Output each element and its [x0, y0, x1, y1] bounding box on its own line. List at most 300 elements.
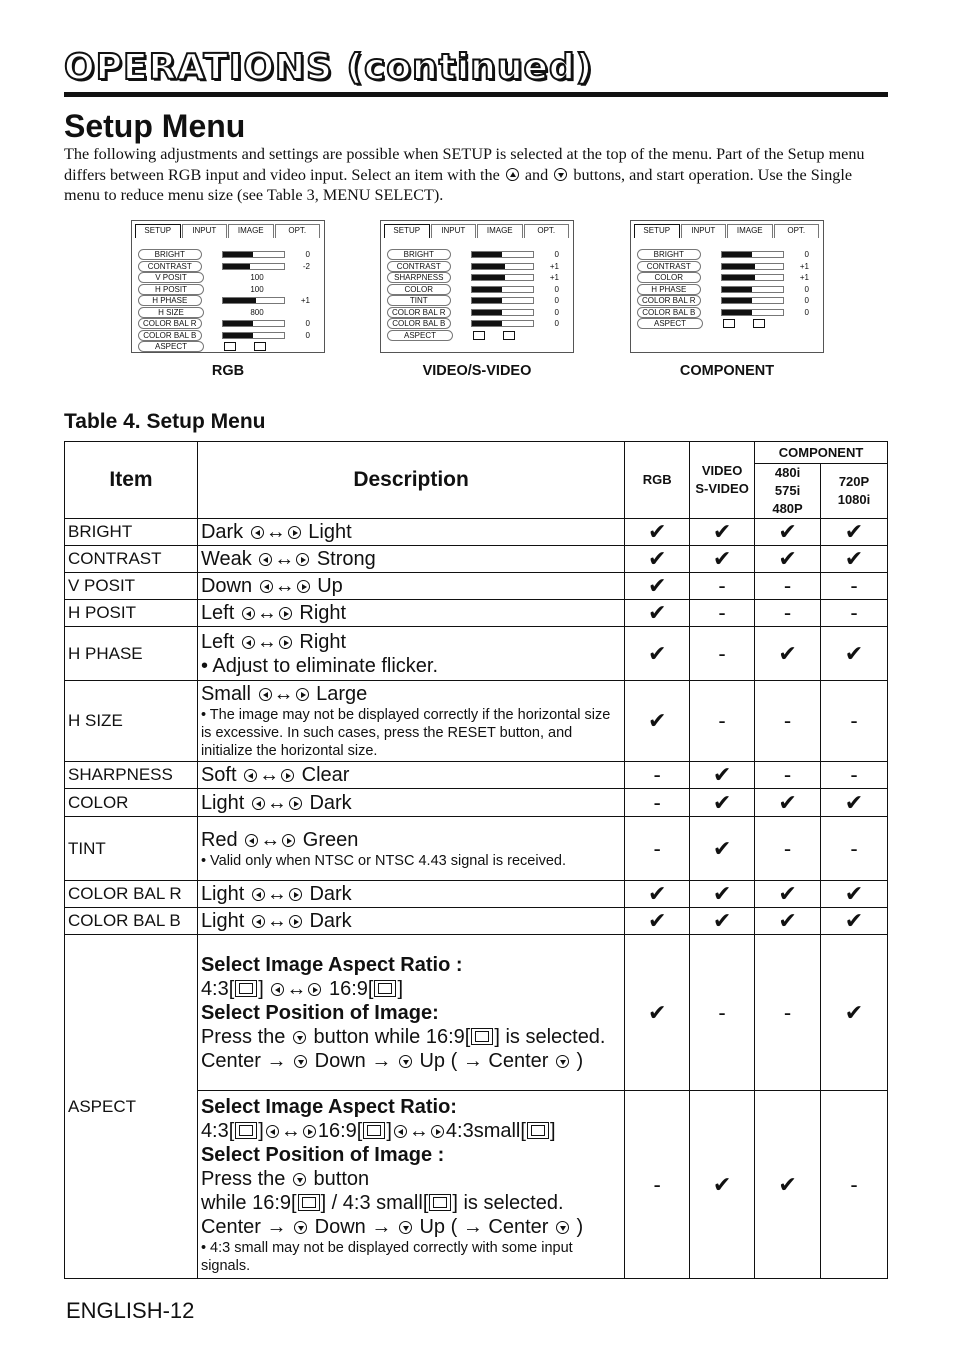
menu-level-fill [722, 275, 756, 280]
menu-value: 0 [554, 296, 559, 306]
dash-mark: - [625, 1091, 690, 1279]
check-mark: ✔ [625, 881, 690, 908]
menu-level-bar [222, 332, 286, 339]
header-rgb: RGB [625, 442, 690, 519]
description-cell: Left ↔ Right • Adjust to eliminate flicker. [197, 627, 624, 681]
desc-right: Green [302, 828, 359, 851]
check-mark: ✔ [690, 519, 755, 546]
menu-row [138, 261, 324, 273]
menu-item-label: H PHASE [637, 284, 701, 295]
table-row [65, 817, 888, 881]
menu-screenshot [131, 220, 325, 353]
aspect-text: button [313, 1167, 370, 1190]
dash-mark: - [755, 681, 821, 762]
menu-item-label: CONTRAST [387, 261, 451, 272]
left-button-icon [244, 769, 257, 782]
menu-item-label: BRIGHT [138, 249, 202, 260]
aspect-text: Up ( → Center [419, 1215, 549, 1238]
menu-item-label: COLOR [637, 272, 701, 283]
menu-item-label: SHARPNESS [387, 272, 451, 283]
menu-item-label: CONTRAST [138, 261, 202, 272]
menu-row [138, 341, 324, 353]
check-mark: ✔ [755, 881, 821, 908]
check-mark: ✔ [821, 908, 888, 935]
menu-value: 0 [804, 296, 809, 306]
menu-value: +1 [799, 261, 809, 271]
menu-level-fill [223, 264, 251, 269]
menu-value: 0 [305, 330, 310, 340]
left-button-icon [245, 834, 258, 847]
right-button-icon [282, 834, 295, 847]
desc-left: Left [200, 630, 235, 653]
description-cell: Select Image Aspect Ratio: 4:3[ ] ↔ 16:9[ ] ↔ 4:3small[ ] Select Position of Image : Press the button while 16:9[ ] / 4:3 small[ ] is selected. Center → Down → Up ( → Center ) • 4:3 small may not be displayed correctly with some input signals. [197, 1091, 624, 1279]
dash-mark: - [625, 817, 690, 881]
down-button-icon [294, 1221, 307, 1234]
header-480i-l3: 480P [772, 501, 803, 516]
item-cell: H POSIT [65, 600, 198, 627]
check-mark: ✔ [625, 600, 690, 627]
check-mark: ✔ [625, 627, 690, 681]
menu-level-fill [472, 264, 506, 269]
right-button-icon [296, 688, 309, 701]
aspect-text: while 16:9[ [200, 1191, 297, 1214]
desc-right: Strong [316, 548, 376, 570]
check-mark: ✔ [690, 1091, 755, 1279]
desc-right: Right [299, 602, 347, 624]
left-button-icon [260, 580, 273, 593]
desc-right: Clear [301, 764, 350, 786]
header-video-line2: S-VIDEO [695, 481, 749, 496]
menu-item-label: BRIGHT [637, 249, 701, 260]
menu-level-fill [722, 310, 753, 315]
left-button-icon [252, 888, 265, 901]
menu-tabs [135, 224, 321, 238]
dash-mark: - [821, 817, 888, 881]
item-cell: CONTRAST [65, 546, 198, 573]
menu-value: 100 [250, 284, 264, 294]
item-cell: TINT [65, 817, 198, 881]
aspect-43-icon [224, 342, 236, 351]
table-row [65, 681, 888, 762]
menu-level-fill [472, 252, 503, 257]
dash-mark: - [755, 817, 821, 881]
right-button-icon [431, 1125, 444, 1138]
dash-mark: - [755, 573, 821, 600]
intro-paragraph [64, 144, 888, 206]
item-cell: COLOR [65, 789, 198, 817]
description-cell: Small ↔ Large • The image may not be displayed correctly if the horizontal size is excessive. In such cases, press the RESET button, and initialize the horizontal size. [197, 681, 624, 762]
menu-row [387, 261, 573, 273]
menu-level-fill [472, 310, 503, 315]
menu-row [387, 284, 573, 296]
menu-row [138, 284, 324, 296]
desc-left: Small [200, 683, 251, 705]
menu-value: 0 [554, 319, 559, 329]
menu-level-bar [471, 297, 535, 304]
aspect-43-icon [429, 1194, 451, 1211]
right-button-icon [289, 915, 302, 928]
menu-row [138, 272, 324, 284]
aspect-text: Down → [314, 1215, 392, 1238]
menu-tab: INPUT [182, 224, 228, 238]
dash-mark: - [625, 762, 690, 789]
menu-level-fill [472, 287, 503, 292]
aspect-heading: Select Position of Image: [200, 1001, 439, 1024]
dash-mark: - [690, 627, 755, 681]
aspect-43-icon [723, 319, 735, 328]
menu-value: 0 [804, 307, 809, 317]
menu-value: 0 [804, 284, 809, 294]
menu-level-bar [222, 251, 286, 258]
menu-tab: OPT. [774, 224, 820, 238]
menu-value: 0 [554, 307, 559, 317]
check-mark: ✔ [690, 789, 755, 817]
menu-row [387, 272, 573, 284]
menu-value: +1 [549, 273, 559, 283]
aspect-text: Press the [200, 1167, 286, 1190]
table-row [65, 881, 888, 908]
desc-right: Dark [309, 883, 352, 905]
check-mark: ✔ [755, 546, 821, 573]
dash-mark: - [625, 789, 690, 817]
menu-value: +1 [549, 261, 559, 271]
header-description: Description [197, 442, 624, 519]
check-mark: ✔ [690, 546, 755, 573]
dash-mark: - [821, 681, 888, 762]
menu-tab: INPUT [681, 224, 727, 238]
table-row [65, 519, 888, 546]
menu-level-fill [472, 275, 506, 280]
check-mark: ✔ [755, 789, 821, 817]
menu-value: 0 [804, 250, 809, 260]
dash-mark: - [755, 762, 821, 789]
desc-right: Right [299, 630, 347, 653]
check-mark: ✔ [821, 881, 888, 908]
down-button-icon [554, 168, 567, 181]
menu-tab: IMAGE [477, 224, 523, 238]
aspect-text: 4:3small[ [445, 1119, 526, 1142]
check-mark: ✔ [755, 1091, 821, 1279]
menu-tabs [384, 224, 570, 238]
right-button-icon [297, 580, 310, 593]
down-button-icon [399, 1055, 412, 1068]
menu-tab: SETUP [634, 224, 680, 238]
menu-row [637, 249, 823, 261]
menu-row [637, 272, 823, 284]
down-button-icon [556, 1055, 569, 1068]
dash-mark: - [821, 600, 888, 627]
table-row [65, 908, 888, 935]
menu-tab: SETUP [384, 224, 430, 238]
left-button-icon [251, 526, 264, 539]
dash-mark: - [690, 935, 755, 1091]
header-component: COMPONENT [755, 442, 888, 464]
aspect-43-icon [235, 1122, 257, 1139]
menu-level-fill [472, 298, 503, 303]
table-row [65, 762, 888, 789]
menu-caption: RGB [211, 363, 245, 379]
menu-caption: VIDEO/S-VIDEO [422, 363, 532, 379]
description-cell: Light ↔ Dark [197, 881, 624, 908]
check-mark: ✔ [755, 627, 821, 681]
header-720p-l2: 1080i [837, 492, 871, 507]
menu-item-label: TINT [387, 295, 451, 306]
aspect-heading: Select Image Aspect Ratio : [200, 953, 463, 976]
desc-right: Large [316, 683, 368, 705]
menu-item-label: COLOR [387, 284, 451, 295]
menu-item-label: BRIGHT [387, 249, 451, 260]
menu-level-bar [721, 297, 785, 304]
menu-tab: SETUP [135, 224, 181, 238]
desc-note: • Adjust to eliminate flicker. [200, 654, 439, 677]
aspect-169-icon [753, 319, 765, 328]
item-cell: COLOR BAL B [65, 908, 198, 935]
menu-value: -2 [302, 261, 310, 271]
header-item: Item [65, 442, 198, 519]
menu-row [387, 318, 573, 330]
menu-level-fill [722, 298, 753, 303]
menu-level-bar [721, 263, 785, 270]
aspect-text: 16:9[ [328, 977, 374, 1000]
right-button-icon [289, 797, 302, 810]
down-button-icon [293, 1031, 306, 1044]
item-cell: V POSIT [65, 573, 198, 600]
down-button-icon [293, 1173, 306, 1186]
aspect-heading: Select Position of Image : [200, 1143, 445, 1166]
aspect-text: ] [258, 1119, 264, 1142]
aspect-169-icon [471, 1028, 493, 1045]
aspect-43-icon [235, 980, 257, 997]
menu-item-label: COLOR BAL R [138, 318, 202, 329]
header-video-line1: VIDEO [701, 463, 743, 478]
menu-value: +1 [300, 296, 310, 306]
aspect-169-icon [503, 331, 515, 340]
aspect-text: ) [576, 1049, 584, 1072]
dash-mark: - [821, 1091, 888, 1279]
dash-mark: - [755, 935, 821, 1091]
menu-tab: OPT. [275, 224, 321, 238]
aspect-text: ] [258, 977, 264, 1000]
menu-level-fill [722, 264, 756, 269]
intro-and: and [524, 165, 549, 184]
menu-level-fill [472, 321, 503, 326]
down-button-icon [556, 1221, 569, 1234]
description-cell: Light ↔ Dark [197, 908, 624, 935]
right-button-icon [279, 636, 292, 649]
left-button-icon [271, 983, 284, 996]
dash-mark: - [821, 573, 888, 600]
menu-level-fill [223, 252, 254, 257]
menu-level-fill [223, 321, 254, 326]
left-button-icon [259, 553, 272, 566]
page-header [64, 46, 888, 97]
desc-right: Up [317, 575, 343, 597]
dash-mark: - [690, 681, 755, 762]
left-button-icon [266, 1125, 279, 1138]
menu-value: 800 [250, 307, 264, 317]
aspect-text: 16:9[ [317, 1119, 363, 1142]
menu-row [138, 249, 324, 261]
aspect-text: Up ( → Center [419, 1049, 549, 1072]
up-button-icon [506, 168, 519, 181]
menu-level-bar [721, 274, 785, 281]
desc-left: Light [200, 883, 245, 905]
setup-menu-table [64, 441, 888, 1279]
menu-level-fill [722, 287, 753, 292]
header-480i [755, 464, 821, 519]
menu-item-label: ASPECT [138, 341, 204, 352]
menu-row [387, 330, 573, 342]
item-cell: ASPECT [65, 935, 198, 1279]
desc-left: Left [200, 602, 235, 624]
menu-item-label: COLOR BAL B [387, 318, 451, 329]
menu-level-fill [223, 298, 257, 303]
desc-left: Down [200, 575, 253, 597]
menu-level-bar [721, 309, 785, 316]
aspect-43-icon [473, 331, 485, 340]
description-cell: Left ↔ Right [197, 600, 624, 627]
menu-level-bar [222, 320, 286, 327]
aspect-text: ] is selected. [452, 1191, 564, 1214]
menu-level-bar [721, 251, 785, 258]
menu-value: 0 [554, 250, 559, 260]
right-button-icon [281, 769, 294, 782]
down-button-icon [294, 1055, 307, 1068]
menu-level-fill [223, 333, 254, 338]
item-cell: SHARPNESS [65, 762, 198, 789]
menu-level-bar [721, 286, 785, 293]
desc-note: • 4:3 small may not be displayed correctly with some input signals. [200, 1239, 573, 1274]
menu-row [138, 295, 324, 307]
check-mark: ✔ [821, 519, 888, 546]
menu-item-label: H SIZE [138, 307, 204, 318]
menu-value: 0 [305, 250, 310, 260]
menu-row [387, 307, 573, 319]
description-cell: Light ↔ Dark [197, 789, 624, 817]
check-mark: ✔ [690, 881, 755, 908]
menu-tab: INPUT [431, 224, 477, 238]
left-button-icon [252, 915, 265, 928]
desc-note: • The image may not be displayed correctly if the horizontal size is excessive. In such cases, press the RESET button, and initialize the horizontal size. [200, 707, 611, 759]
menu-row [637, 295, 823, 307]
menu-row [637, 284, 823, 296]
header-480i-l2: 575i [774, 483, 801, 498]
aspect-text: 4:3[ [200, 1119, 235, 1142]
check-mark: ✔ [625, 908, 690, 935]
aspect-text: ] is selected. [494, 1025, 606, 1048]
menu-tab: IMAGE [727, 224, 773, 238]
menu-level-bar [471, 320, 535, 327]
check-mark: ✔ [821, 546, 888, 573]
description-cell: Red ↔ Green • Valid only when NTSC or NTSC 4.43 signal is received. [197, 817, 624, 881]
left-button-icon [242, 636, 255, 649]
menu-tabs [634, 224, 820, 238]
check-mark: ✔ [625, 935, 690, 1091]
menu-row [637, 261, 823, 273]
aspect-text: ) [576, 1215, 584, 1238]
menu-level-bar [471, 274, 535, 281]
menu-item-label: V POSIT [138, 272, 204, 283]
desc-left: Light [200, 910, 245, 932]
menu-item-label: H POSIT [138, 284, 204, 295]
intro-text-1: The following adjustments and settings are possible when SETUP is selected at the top of the menu. Part of the Setup menu differs between RGB input and video input. Select an item with the [64, 145, 865, 184]
menu-screenshot [380, 220, 574, 353]
menu-level-bar [471, 263, 535, 270]
menu-level-bar [222, 263, 286, 270]
desc-right: Dark [309, 791, 352, 814]
left-button-icon [394, 1125, 407, 1138]
check-mark: ✔ [625, 681, 690, 762]
aspect-169-icon [363, 1122, 385, 1139]
check-mark: ✔ [821, 789, 888, 817]
right-button-icon [308, 983, 321, 996]
menu-row [637, 318, 823, 330]
menu-item-label: COLOR BAL B [637, 307, 701, 318]
header-video [690, 442, 755, 519]
desc-left: Soft [200, 764, 237, 786]
item-cell: BRIGHT [65, 519, 198, 546]
table-row [65, 573, 888, 600]
dash-mark: - [755, 600, 821, 627]
menu-screenshot [630, 220, 824, 353]
aspect-169-icon [374, 980, 396, 997]
header-720p-l1: 720P [838, 474, 870, 489]
desc-left: Dark [200, 521, 244, 543]
check-mark: ✔ [755, 519, 821, 546]
desc-right: Light [308, 521, 352, 543]
menu-level-bar [222, 297, 286, 304]
menu-level-bar [471, 286, 535, 293]
menu-row [387, 295, 573, 307]
desc-left: Red [200, 828, 238, 851]
right-button-icon [279, 607, 292, 620]
desc-left: Light [200, 791, 245, 814]
aspect-text: 4:3[ [200, 977, 235, 1000]
menu-row [138, 330, 324, 342]
description-cell: Select Image Aspect Ratio : 4:3[ ] ↔ 16:9[ ] Select Position of Image: Press the button while 16:9[ ] is selected. Center → Down → Up ( → Center ) [197, 935, 624, 1091]
check-mark: ✔ [690, 908, 755, 935]
aspect-heading: Select Image Aspect Ratio: [200, 1095, 457, 1118]
description-cell: Down ↔ Up [197, 573, 624, 600]
check-mark: ✔ [755, 908, 821, 935]
check-mark: ✔ [821, 935, 888, 1091]
aspect-text: ] / 4:3 small[ [320, 1191, 429, 1214]
table-row [65, 627, 888, 681]
aspect-text: ] [386, 1119, 392, 1142]
table-row [65, 789, 888, 817]
left-button-icon [242, 607, 255, 620]
desc-left: Weak [200, 548, 252, 570]
aspect-169-icon [254, 342, 266, 351]
left-button-icon [259, 688, 272, 701]
header-720p [821, 464, 888, 519]
dash-mark: - [821, 762, 888, 789]
header-title: OPERATIONS (continued) [64, 47, 594, 88]
menu-row [387, 249, 573, 261]
menu-value: 100 [250, 273, 264, 283]
right-button-icon [288, 526, 301, 539]
menu-value: 0 [305, 319, 310, 329]
menu-item-label: ASPECT [387, 330, 453, 341]
check-mark: ✔ [625, 546, 690, 573]
aspect-text: Center → [200, 1215, 287, 1238]
dash-mark: - [690, 573, 755, 600]
header-480i-l1: 480i [774, 465, 801, 480]
menu-tab: OPT. [524, 224, 570, 238]
item-cell: H SIZE [65, 681, 198, 762]
menu-tab: IMAGE [228, 224, 274, 238]
aspect-169-icon [298, 1194, 320, 1211]
